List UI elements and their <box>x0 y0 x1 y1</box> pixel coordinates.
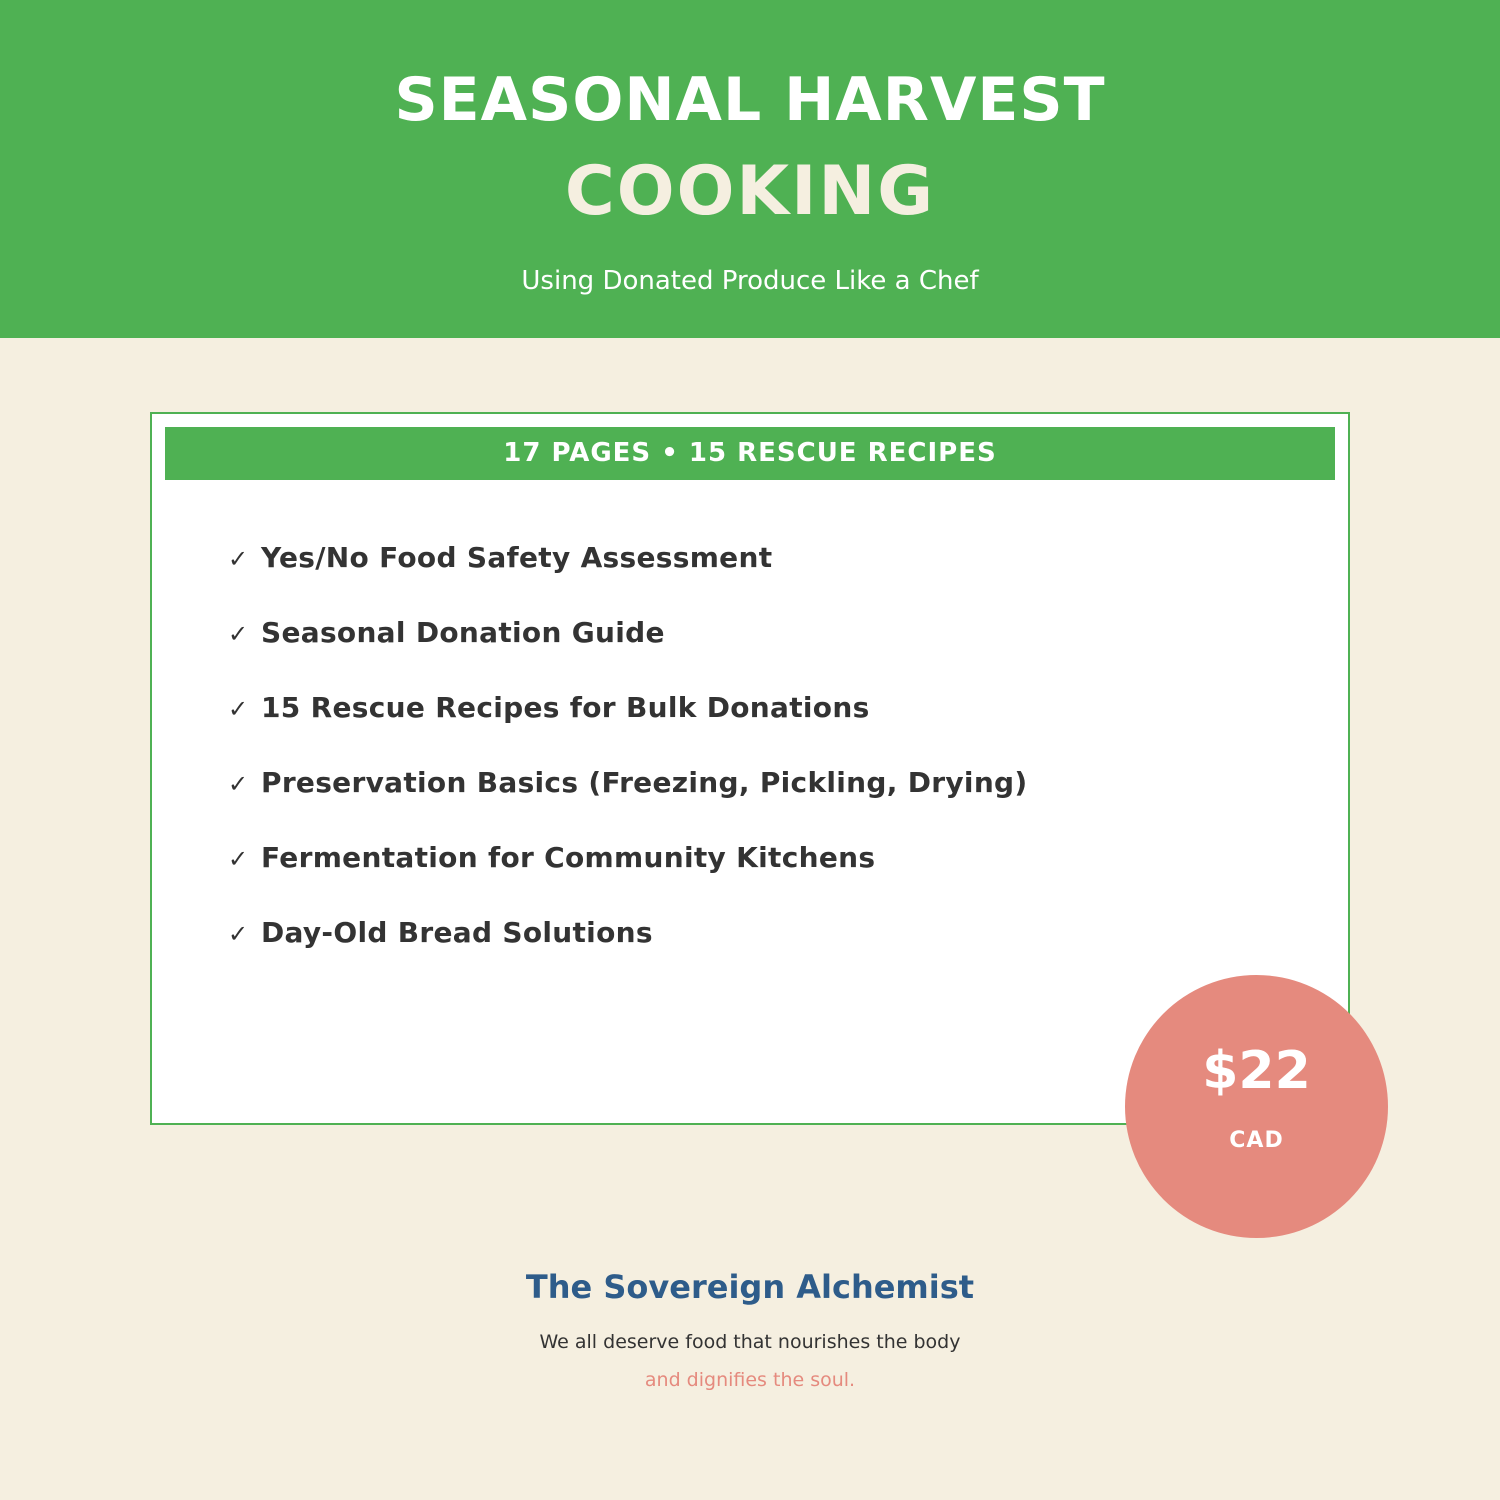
header-banner <box>0 0 1500 338</box>
check-icon: ✓ <box>228 620 249 648</box>
feature-text: Yes/No Food Safety Assessment <box>261 541 773 574</box>
check-icon: ✓ <box>228 545 249 573</box>
feature-item <box>228 763 1028 838</box>
feature-item <box>228 688 1028 763</box>
feature-list <box>228 538 1028 988</box>
feature-text: Fermentation for Community Kitchens <box>261 841 876 874</box>
check-icon: ✓ <box>228 920 249 948</box>
feature-item <box>228 538 1028 613</box>
price-badge <box>1125 975 1388 1238</box>
price-amount: $22 <box>1202 1041 1311 1101</box>
feature-item <box>228 913 1028 988</box>
check-icon: ✓ <box>228 770 249 798</box>
brand-name: The Sovereign Alchemist <box>525 1268 975 1306</box>
feature-text: Day-Old Bread Solutions <box>261 916 653 949</box>
feature-item <box>228 613 1028 688</box>
price-currency: CAD <box>1229 1128 1284 1153</box>
check-icon: ✓ <box>228 845 249 873</box>
check-icon: ✓ <box>228 695 249 723</box>
tagline-line-2: and dignifies the soul. <box>644 1369 856 1391</box>
feature-item <box>228 838 1028 913</box>
feature-text: Seasonal Donation Guide <box>261 616 665 649</box>
card-banner: 17 PAGES • 15 RESCUE RECIPES <box>165 427 1335 480</box>
title-line-1: SEASONAL HARVEST <box>394 65 1106 135</box>
feature-text: 15 Rescue Recipes for Bulk Donations <box>261 691 870 724</box>
tagline-line-1: We all deserve food that nourishes the body <box>539 1331 961 1353</box>
title-line-2: COOKING <box>564 152 936 231</box>
feature-text: Preservation Basics (Freezing, Pickling, Drying) <box>261 766 1028 799</box>
subtitle: Using Donated Produce Like a Chef <box>521 266 979 296</box>
